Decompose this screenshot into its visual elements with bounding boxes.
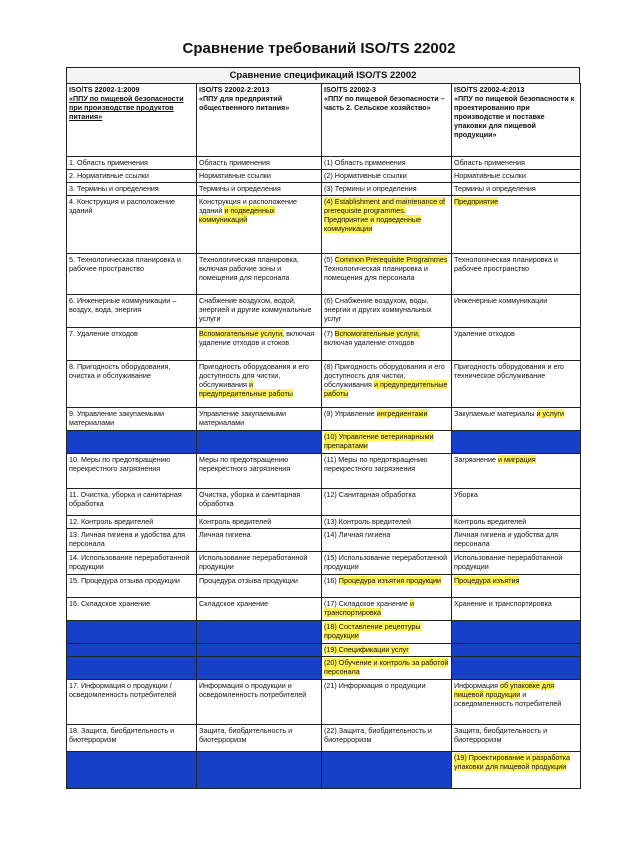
- table-cell: [67, 598, 197, 621]
- cell-text: Инженерные коммуникации: [454, 296, 548, 305]
- highlighted-text: об упаковке для пищевой продукции: [454, 681, 555, 699]
- page-title: Сравнение требований ISO/TS 22002: [182, 40, 456, 57]
- table-cell: [452, 454, 581, 489]
- cell-text: Нормативные ссылки: [454, 171, 526, 180]
- cell-text: Нормативные ссылки: [199, 171, 271, 180]
- table-cell: [197, 254, 322, 295]
- cell-text: 9. Управление закупаемыми материалами: [69, 409, 165, 427]
- table-cell: [322, 552, 452, 575]
- table-cell: [452, 621, 581, 644]
- table-cell: [67, 516, 197, 529]
- table-cell: [67, 295, 197, 328]
- table-cell: [452, 170, 581, 183]
- table-cell: [67, 183, 197, 196]
- cell-text: (7): [324, 329, 335, 338]
- table-cell: [197, 157, 322, 170]
- cell-text: 16. Складское хранение: [69, 599, 151, 608]
- header-cell: [452, 84, 581, 157]
- cell-text: Уборка: [454, 490, 478, 499]
- cell-text: 15. Процедура отзыва продукции: [69, 576, 180, 585]
- table-cell: [67, 408, 197, 431]
- table-cell: [452, 598, 581, 621]
- cell-text: (13) Контроль вредителей: [324, 517, 412, 526]
- cell-text: 18. Защита, биобдительность и биотерроризм: [69, 726, 175, 744]
- table-cell: [322, 657, 452, 680]
- highlighted-text: ингредиентами: [376, 409, 428, 418]
- cell-text: Защита, биобдительность и биотерроризм: [199, 726, 293, 744]
- cell-text: Управление закупаемыми материалами: [199, 409, 287, 427]
- cell-text: Технологическая планировка, включая рабочие зоны и помещения для персонала: [199, 255, 299, 282]
- cell-text: (8) Пригодность оборудования и его доступность для чистки, обслуживания: [324, 362, 445, 389]
- cell-text: (22) Защита, биобдительность и биотерроризм: [324, 726, 432, 744]
- table-cell: [197, 621, 322, 644]
- cell-text: Личная гигиена: [199, 530, 251, 539]
- header-code: ISO/TS 22002-1:2009: [69, 85, 140, 94]
- table-cell: [67, 196, 197, 254]
- cell-text: (6) Снабжение воздухом, воды, энергии и других коммунальных услуг: [324, 296, 432, 323]
- highlighted-text: и транспортировка: [324, 599, 414, 617]
- highlighted-text: (20) Обучение и контроль за работой персонала: [324, 658, 449, 676]
- highlighted-text: (18) Составление рецептуры продукции: [324, 622, 421, 640]
- table-cell: [197, 183, 322, 196]
- cell-text: 5. Технологическая планировка и рабочее пространство: [69, 255, 181, 273]
- cell-text: Удаление отходов: [454, 329, 515, 338]
- header-code: ISO/TS 22002-4:2013: [454, 85, 525, 94]
- table-cell: [67, 489, 197, 516]
- table-cell: [452, 254, 581, 295]
- header-cell: [67, 84, 197, 157]
- table-cell: [197, 454, 322, 489]
- cell-text: Область применения: [454, 158, 525, 167]
- header-name: «ППУ для предприятий общественного питания»: [199, 94, 290, 112]
- cell-text: (5): [324, 255, 335, 264]
- table-row: [67, 196, 581, 254]
- table-cell: [67, 170, 197, 183]
- table-cell: [322, 361, 452, 408]
- table-row: [67, 361, 581, 408]
- table-cell: [67, 254, 197, 295]
- highlighted-text: Вспомогательные услуги,: [199, 329, 285, 338]
- table-cell: [452, 157, 581, 170]
- cell-text: Технологическая планировка и рабочее пространство: [454, 255, 558, 273]
- header-cell: [197, 84, 322, 157]
- table-cell: [452, 680, 581, 725]
- table-cell: [452, 657, 581, 680]
- header-name: «ППУ по пищевой безопасности при производстве продуктов питания»: [69, 94, 184, 121]
- table-cell: [452, 529, 581, 552]
- header-name: «ППУ по пищевой безопасности –часть 2. Сельское хозяйство»: [324, 94, 445, 112]
- cell-text: Термины и определения: [454, 184, 536, 193]
- table-title: Сравнение спецификаций ISO/TS 22002: [66, 67, 580, 83]
- cell-text: Конструкция и расположение зданий: [199, 197, 298, 215]
- blue-row: [67, 431, 581, 454]
- table-row: [67, 552, 581, 575]
- cell-text: 1. Область применения: [69, 158, 148, 167]
- cell-text: Закупаемые материалы: [454, 409, 537, 418]
- cell-text: (17) Складское хранение: [324, 599, 410, 608]
- highlighted-text: (10) Управление ветеринарными препаратами: [324, 432, 434, 450]
- table-cell: [322, 431, 452, 454]
- table-cell: [322, 454, 452, 489]
- table-row: [67, 575, 581, 598]
- table-cell: [322, 752, 452, 789]
- cell-text: Информация: [454, 681, 501, 690]
- table-cell: [197, 431, 322, 454]
- cell-text: Очистка, уборка и санитарная обработка: [199, 490, 301, 508]
- cell-text: Область применения: [199, 158, 270, 167]
- table-cell: [67, 431, 197, 454]
- table-cell: [67, 752, 197, 789]
- table-cell: [322, 575, 452, 598]
- table-cell: [67, 680, 197, 725]
- cell-text: 6. Инженерные коммуникации – воздух, вода, энергия: [69, 296, 177, 314]
- cell-text: (14) Личная гигиена: [324, 530, 391, 539]
- table-body: [67, 84, 581, 789]
- table-cell: [197, 598, 322, 621]
- cell-text: (1) Область применения: [324, 158, 406, 167]
- table-cell: [322, 489, 452, 516]
- cell-text: Использование переработанной продукции: [199, 553, 308, 571]
- cell-text: Процедура отзыва продукции: [199, 576, 298, 585]
- table-cell: [197, 752, 322, 789]
- table-cell: [452, 644, 581, 657]
- cell-text: 3. Термины и определения: [69, 184, 159, 193]
- table-cell: [322, 598, 452, 621]
- table-cell: [322, 680, 452, 725]
- cell-text: (15) Использование переработанной продукции: [324, 553, 448, 571]
- cell-text: Технологическая планировка и помещения для персонала: [324, 264, 428, 282]
- header-code: ISO/TS 22002-2:2013: [199, 85, 270, 94]
- table-cell: [67, 575, 197, 598]
- cell-text: Защита, биобдительность и биотерроризм: [454, 726, 548, 744]
- cell-text: включая удаление отходов и стоков: [199, 329, 315, 347]
- table-cell: [322, 644, 452, 657]
- table-cell: [197, 328, 322, 361]
- highlighted-text: (4) Establishment and maintenance of prerequisite programmes. Предприятие и подведенные коммуникации: [324, 197, 446, 233]
- cell-text: 12. Контроль вредителей: [69, 517, 154, 526]
- table-cell: [452, 725, 581, 752]
- cell-text: 11. Очистка, уборка и санитарная обработка: [69, 490, 182, 508]
- cell-text: Хранение и транспортировка: [454, 599, 552, 608]
- table-row: [67, 408, 581, 431]
- cell-text: (21) Информация о продукции: [324, 681, 426, 690]
- table-cell: [197, 552, 322, 575]
- cell-text: (16): [324, 576, 339, 585]
- cell-text: Пригодность оборудования и его доступность для чистки, обслуживания: [199, 362, 309, 389]
- table-cell: [452, 361, 581, 408]
- table-cell: [452, 196, 581, 254]
- header-cell: [322, 84, 452, 157]
- highlighted-text: Common Prerequisite Programmes: [334, 255, 448, 264]
- table-cell: [197, 361, 322, 408]
- cell-text: Снабжение воздухом, водой, энергией и другие коммунальные услуги: [199, 296, 312, 323]
- table-row: [67, 454, 581, 489]
- highlighted-text: и предупредительные работы: [324, 380, 448, 398]
- table-cell: [197, 489, 322, 516]
- table-cell: [197, 516, 322, 529]
- cell-text: (11) Меры по предотвращению перекрестного загрязнения: [324, 455, 428, 473]
- blue-row: [67, 752, 581, 789]
- table-cell: [322, 196, 452, 254]
- cell-text: (2) Нормативные ссылки: [324, 171, 407, 180]
- cell-text: Личная гигиена и удобства для персонала: [454, 530, 559, 548]
- cell-text: Контроль вредителей: [454, 517, 527, 526]
- table-row: [67, 157, 581, 170]
- cell-text: (12) Санитарная обработка: [324, 490, 416, 499]
- table-cell: [67, 454, 197, 489]
- header-name: «ППУ по пищевой безопасности к проектированию при производстве и поставке упаковки для пищевой продукции»: [454, 94, 575, 139]
- table-cell: [197, 657, 322, 680]
- table-cell: [67, 552, 197, 575]
- cell-text: Контроль вредителей: [199, 517, 272, 526]
- highlighted-text: Предприятие: [454, 197, 499, 206]
- table-cell: [197, 196, 322, 254]
- table-cell: [197, 295, 322, 328]
- highlighted-text: Процедура изъятия продукции: [338, 576, 442, 585]
- cell-text: 4. Конструкция и расположение зданий: [69, 197, 176, 215]
- table-cell: [322, 295, 452, 328]
- cell-text: 7. Удаление отходов: [69, 329, 138, 338]
- highlighted-text: Процедура изъятия: [454, 576, 520, 585]
- table-cell: [452, 431, 581, 454]
- table-cell: [197, 725, 322, 752]
- table-row: [67, 254, 581, 295]
- highlighted-text: и услуги: [536, 409, 565, 418]
- cell-text: Термины и определения: [199, 184, 281, 193]
- header-row: [67, 84, 581, 157]
- table-cell: [322, 328, 452, 361]
- cell-text: Меры по предотвращению перекрестного загрязнения: [199, 455, 291, 473]
- cell-text: 17. Информация о продукции / осведомленность потребителей: [69, 681, 177, 699]
- cell-text: 13. Личная гигиена и удобства для персонала: [69, 530, 186, 548]
- table-cell: [452, 183, 581, 196]
- cell-text: (3) Термины и определения: [324, 184, 417, 193]
- table-cell: [452, 552, 581, 575]
- table-row: [67, 183, 581, 196]
- table-cell: [67, 157, 197, 170]
- table-cell: [67, 529, 197, 552]
- table-row: [67, 328, 581, 361]
- table-cell: [67, 361, 197, 408]
- table-cell: [322, 529, 452, 552]
- table-row: [67, 295, 581, 328]
- table-cell: [197, 529, 322, 552]
- table-row: [67, 725, 581, 752]
- table-row: [67, 529, 581, 552]
- table-cell: [452, 575, 581, 598]
- cell-text: Загрязнение: [454, 455, 499, 464]
- highlighted-text: и предупредительные работы: [199, 380, 293, 398]
- table-row: [67, 170, 581, 183]
- cell-text: Информация о продукции и осведомленность потребителей: [199, 681, 307, 699]
- table-row: [67, 516, 581, 529]
- blue-row: [67, 644, 581, 657]
- table-cell: [197, 680, 322, 725]
- highlighted-text: и подведенных коммуникаций: [199, 206, 275, 224]
- table-cell: [67, 621, 197, 644]
- cell-text: 10. Меры по предотвращению перекрестного загрязнения: [69, 455, 171, 473]
- table-cell: [322, 516, 452, 529]
- table-cell: [67, 644, 197, 657]
- table-cell: [452, 295, 581, 328]
- table-cell: [322, 725, 452, 752]
- cell-text: 14. Использование переработанной продукции: [69, 553, 190, 571]
- table-cell: [197, 170, 322, 183]
- cell-text: Пригодность оборудования и его техническое обслуживание: [454, 362, 564, 380]
- header-code: ISO/TS 22002-3: [324, 85, 376, 94]
- cell-text: (9) Управление: [324, 409, 377, 418]
- table-cell: [452, 752, 581, 789]
- table-cell: [452, 516, 581, 529]
- cell-text: 8. Пригодность оборудования, очистка и обслуживание: [69, 362, 171, 380]
- highlighted-text: Вспомогательные услуги,: [334, 329, 420, 338]
- table-cell: [322, 408, 452, 431]
- table-cell: [322, 621, 452, 644]
- highlighted-text: и миграция: [498, 455, 536, 464]
- table-cell: [197, 575, 322, 598]
- table-cell: [322, 254, 452, 295]
- table-cell: [197, 644, 322, 657]
- cell-text: включая удаление отходов: [324, 338, 415, 347]
- table-cell: [67, 657, 197, 680]
- blue-row: [67, 657, 581, 680]
- comparison-table: [66, 83, 581, 789]
- cell-text: Складское хранение: [199, 599, 269, 608]
- table-cell: [67, 725, 197, 752]
- blue-row: [67, 621, 581, 644]
- table-cell: [322, 183, 452, 196]
- table-cell: [452, 328, 581, 361]
- comparison-document: [66, 67, 580, 789]
- table-cell: [322, 157, 452, 170]
- table-row: [67, 598, 581, 621]
- highlighted-text: (19) Спецификации услуг: [324, 645, 409, 654]
- cell-text: 2. Нормативные ссылки: [69, 171, 149, 180]
- table-cell: [197, 408, 322, 431]
- table-row: [67, 489, 581, 516]
- table-cell: [452, 408, 581, 431]
- table-cell: [67, 328, 197, 361]
- cell-text: Использование переработанной продукции: [454, 553, 563, 571]
- table-cell: [452, 489, 581, 516]
- highlighted-text: (19) Проектирование и разработка упаковки для пищевой продукции: [454, 753, 570, 771]
- table-cell: [322, 170, 452, 183]
- table-row: [67, 680, 581, 725]
- cell-text: и осведомленность потребителей: [454, 690, 562, 708]
